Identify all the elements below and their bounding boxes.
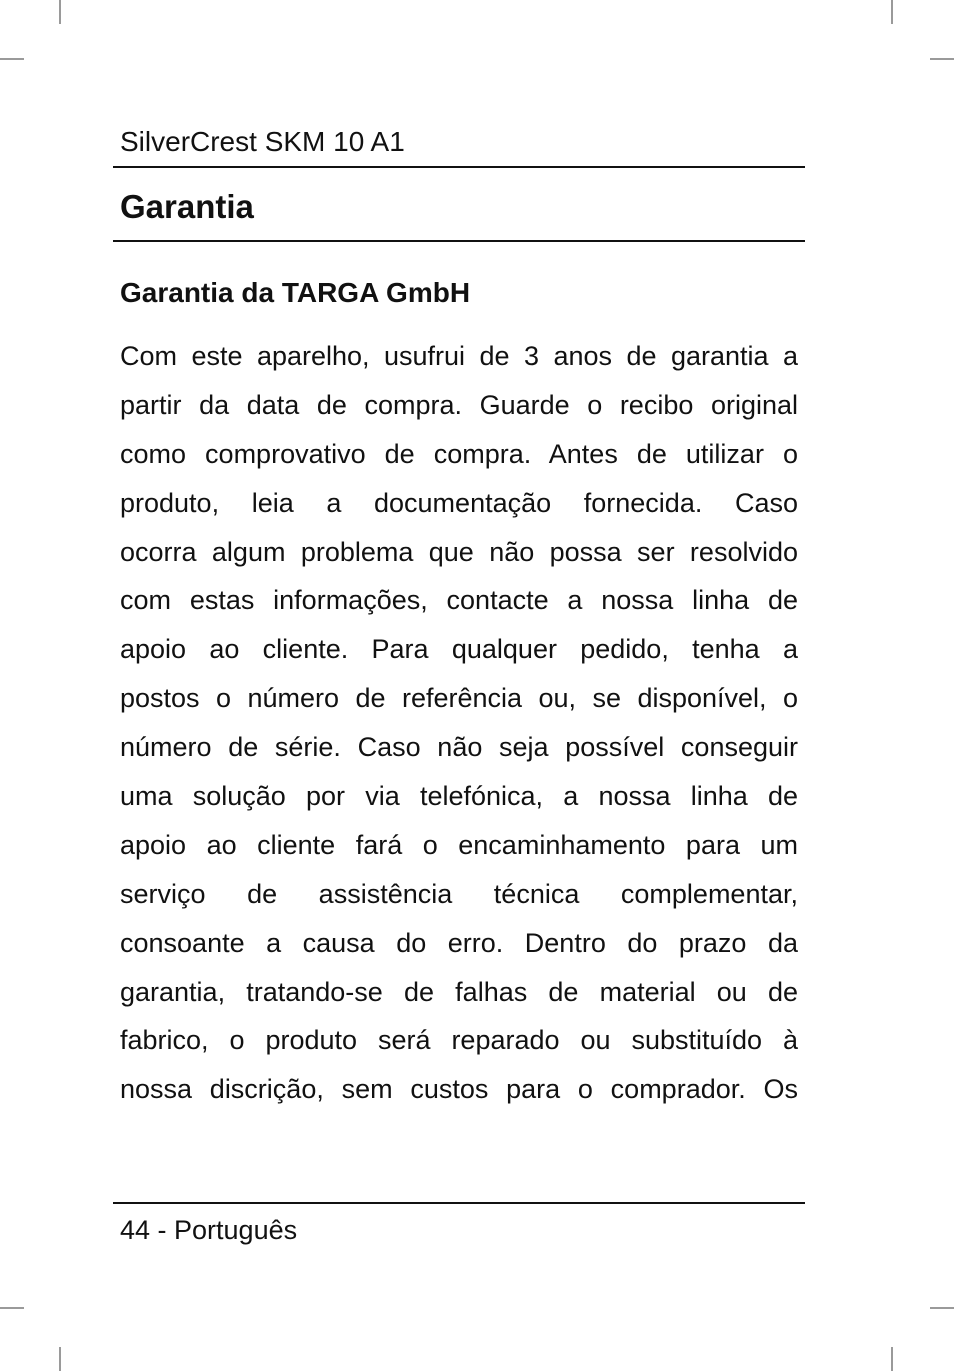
body-paragraph — [120, 332, 798, 1114]
body-line: serviço de assistência técnica complementar, — [120, 878, 798, 909]
body-line: postos o número de referência ou, se disponível, o — [120, 683, 798, 714]
body-line: ocorra algum problema que não possa ser resolvido — [120, 536, 798, 567]
body-line: apoio ao cliente. Para qualquer pedido, tenha a — [120, 634, 798, 665]
page-number: 44 - Português — [120, 1215, 298, 1245]
body-line: produto, leia a documentação fornecida. Caso — [120, 487, 798, 518]
crop-mark-bottom-right-horizontal — [930, 1307, 954, 1309]
header-rule — [113, 166, 805, 168]
subsection-title: Garantia da TARGA GmbH — [120, 277, 471, 308]
crop-mark-bottom-left-horizontal — [0, 1307, 24, 1309]
body-line: uma solução por via telefónica, a nossa linha de — [120, 781, 798, 812]
crop-mark-top-left-horizontal — [0, 58, 24, 60]
body-line: consoante a causa do erro. Dentro do prazo da — [120, 927, 798, 958]
body-line: nossa discrição, sem custos para o comprador. Os — [120, 1074, 798, 1105]
section-title: Garantia — [120, 188, 254, 225]
crop-mark-bottom-right — [891, 1347, 893, 1371]
section-rule — [113, 240, 805, 242]
body-line: Com este aparelho, usufrui de 3 anos de garantia a — [120, 341, 798, 371]
crop-mark-top-right-horizontal — [930, 58, 954, 60]
body-line: apoio ao cliente fará o encaminhamento para um — [120, 829, 798, 860]
running-header: SilverCrest SKM 10 A1 — [120, 126, 405, 157]
body-line: com estas informações, contacte a nossa linha de — [120, 585, 798, 616]
crop-mark-bottom-left — [59, 1347, 61, 1371]
footer-rule — [113, 1202, 805, 1204]
body-line: garantia, tratando-se de falhas de material ou de — [120, 976, 798, 1007]
body-line: fabrico, o produto será reparado ou substituído à — [120, 1025, 798, 1056]
body-line: como comprovativo de compra. Antes de utilizar o — [120, 438, 798, 469]
body-line: partir da data de compra. Guarde o recibo original — [120, 389, 798, 420]
crop-mark-top-left — [59, 0, 61, 24]
body-line: número de série. Caso não seja possível conseguir — [120, 732, 798, 763]
crop-mark-top-right — [891, 0, 893, 24]
